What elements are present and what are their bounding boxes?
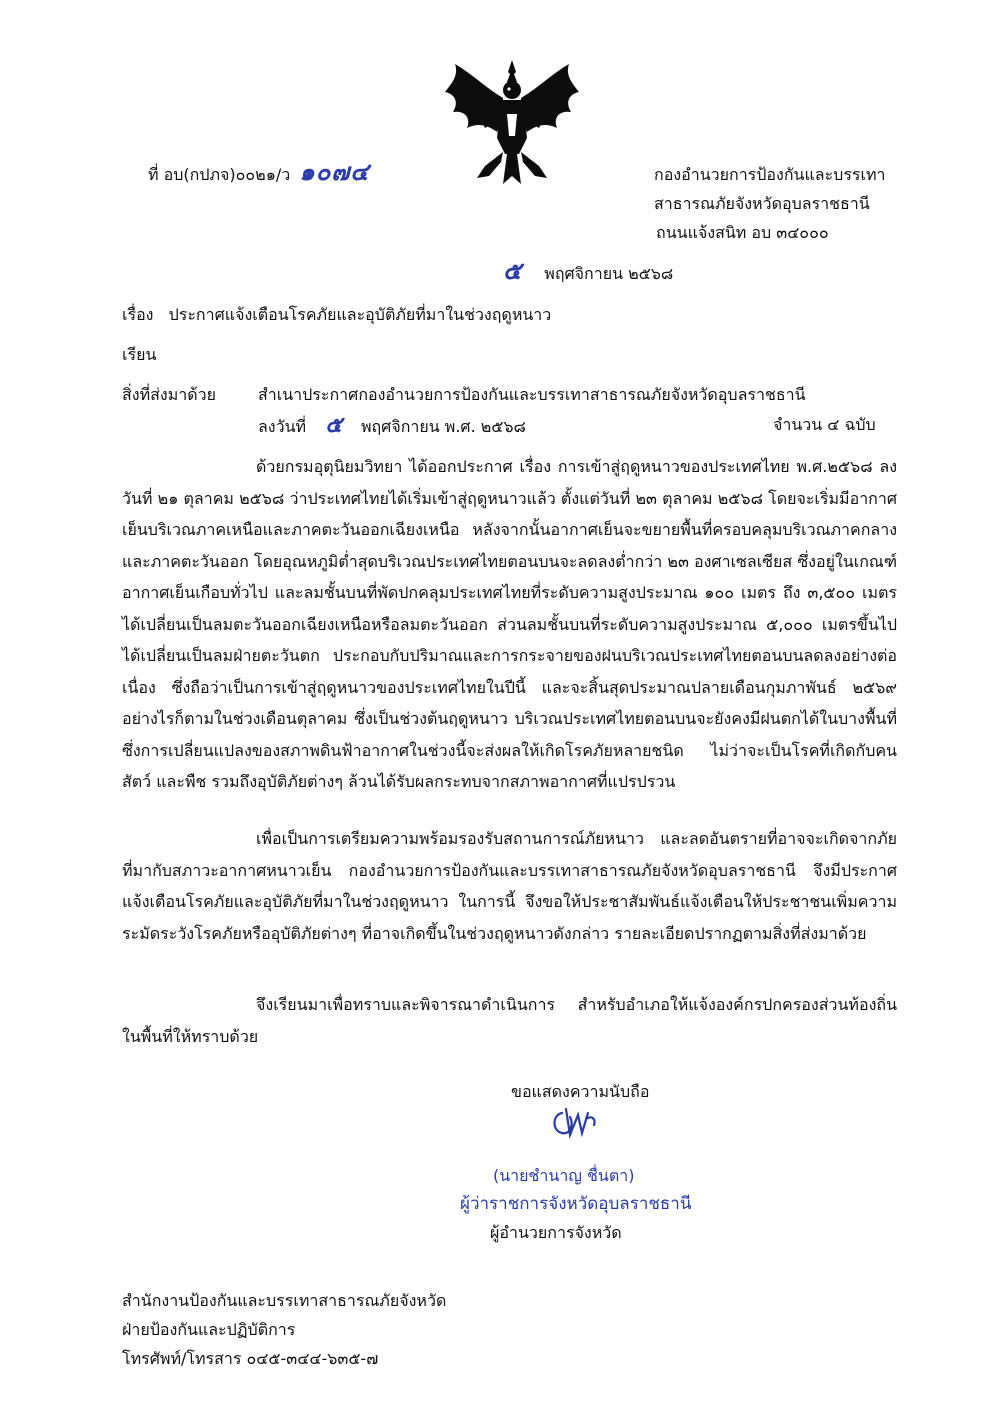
sender-address xyxy=(654,160,886,247)
closing-salutation: ขอแสดงความนับถือ xyxy=(511,1082,650,1101)
footer-line: ฝ่ายป้องกันและปฏิบัติการ xyxy=(122,1320,296,1339)
reference-prefix: ที่ อบ(กปภจ)๐๐๒๑/ว xyxy=(148,165,291,184)
subject-line xyxy=(122,304,551,326)
body-paragraph-3-text: จึงเรียนมาเพื่อทราบและพิจารณาดำเนินการ สำหรับอำเภอให้แจ้งองค์กรปกครองส่วนท้องถิ่นในพื้นที่ให้ทราบด้วย xyxy=(122,995,897,1046)
enclosure-date xyxy=(258,414,526,438)
subject-text: ประกาศแจ้งเตือนโรคภัยและอุบัติภัยที่มาในช่วงฤดูหนาว xyxy=(168,305,552,324)
letter-date xyxy=(503,256,674,285)
garuda-emblem xyxy=(441,58,583,190)
reference-number xyxy=(148,157,370,186)
enclosure-date-prefix: ลงวันที่ xyxy=(258,417,307,436)
date-day-handwritten: ๕ xyxy=(503,256,522,285)
body-paragraph-2-text: เพื่อเป็นการเตรียมความพร้อมรองรับสถานการณ์ภัยหนาว และลดอันตรายที่อาจจะเกิดจากภัยที่มากับสภาวะอากาศหนาวเย็น กองอำนวยการป้องกันและบรรเทาสาธารณภัยจังหวัดอุบลราชธานี จึงมีประกาศแจ้งเตือนโรคภัยและอุบัติภัยที่มาในช่วงฤดูหนาว ในการนี้ จึงขอให้ประชาสัมพันธ์แจ้งเตือนให้ประชาชนเพิ่มความระมัดระวังโรคภัยหรืออุบัติภัยต่างๆ ที่อาจเกิดขึ้นในช่วงฤดูหนาวดังกล่าว รายละเอียดปรากฏตามสิ่งที่ส่งมาด้วย xyxy=(122,829,897,943)
address-line: สาธารณภัยจังหวัดอุบลราชธานี xyxy=(654,194,870,213)
body-paragraph-1-text: ด้วยกรมอุตุนิยมวิทยา ได้ออกประกาศ เรื่อง การเข้าสู่ฤดูหนาวของประเทศไทย พ.ศ.๒๕๖๘ ลงวันที่ ๒๑ ตุลาคม ๒๕๖๘ ว่าประเทศไทยได้เริ่มเข้าสู่ฤดูหนาวแล้ว ตั้งแต่วันที่ ๒๓ ตุลาคม ๒๕๖๘ โดยจะเริ่มมีอากาศเย็นบริเวณภาคเหนือและภาคตะวันออกเฉียงเหนือ หลังจากนั้นอากาศเย็นจะขยายพื้นที่ครอบคลุมบริเวณภาคกลางและภาคตะวันออก โดยอุณหภูมิต่ำสุดบริเวณประเทศไทยตอนบนจะลดลงต่ำกว่า ๒๓ องศาเซลเซียส ซึ่งอยู่ในเกณฑ์อากาศเย็นเกือบทั่วไป และลมชั้นบนที่พัดปกคลุมประเทศไทยที่ระดับความสูงประมาณ ๑๐๐ เมตร ถึง ๓,๕๐๐ เมตร ได้เปลี่ยนเป็นลมตะวันออกเฉียงเหนือหรือลมตะวันออก ส่วนลมชั้นบนที่ระดับความสูงประมาณ ๕,๐๐๐ เมตรขึ้นไป ได้เปลี่ยนเป็นลมฝ่ายตะวันตก ประกอบกับปริมาณและการกระจายของฝนบริเวณประเทศไทยตอนบนลดลงอย่างต่อเนื่อง ซึ่งถือว่าเป็นการเข้าสู่ฤดูหนาวของประเทศไทยในปีนี้ และจะสิ้นสุดประมาณปลายเดือนกุมภาพันธ์ ๒๕๖๙ อย่างไรก็ตามในช่วงเดือนตุลาคม ซึ่งเป็นช่วงต้นฤดูหนาว บริเวณประเทศไทยตอนบนจะยังคงมีฝนตกได้ในบางพื้นที่ ซึ่งการเปลี่ยนแปลงของสภาพดินฟ้าอากาศในช่วงนี้จะส่งผลให้เกิดโรคภัยหลายชนิด ไม่ว่าจะเป็นโรคที่เกิดกับคน สัตว์ และพืช รวมถึงอุบัติภัยต่างๆ ล้วนได้รับผลกระทบจากสภาพอากาศที่แปรปรวน xyxy=(122,457,897,791)
subject-label: เรื่อง xyxy=(122,305,154,324)
body-paragraph-1 xyxy=(122,451,897,798)
enclosure-day-handwritten: ๕ xyxy=(325,412,342,438)
signer-role: ผู้อำนวยการจังหวัด xyxy=(490,1223,622,1242)
body-paragraph-3 xyxy=(122,989,897,1052)
date-month-year: พฤศจิกายน ๒๕๖๘ xyxy=(544,264,674,283)
reference-handwritten-number: ๑๐๗๔ xyxy=(299,157,370,186)
signer-name: (นายชำนาญ ชื่นตา) xyxy=(493,1166,635,1185)
signer-title: ผู้ว่าราชการจังหวัดอุบลราชธานี xyxy=(460,1194,692,1214)
footer-line: สำนักงานป้องกันและบรรเทาสาธารณภัยจังหวัด xyxy=(122,1291,447,1310)
enclosure-date-rest: พฤศจิกายน พ.ศ. ๒๕๖๘ xyxy=(360,417,526,436)
footer-contact xyxy=(122,1286,446,1373)
footer-line: โทรศัพท์/โทรสาร ๐๔๕-๓๔๔-๖๓๕-๗ xyxy=(122,1349,379,1368)
recipient-label: เรียน xyxy=(122,345,157,364)
address-line: ถนนแจ้งสนิท อบ ๓๔๐๐๐ xyxy=(656,223,829,242)
enclosure-quantity: จำนวน ๔ ฉบับ xyxy=(773,415,876,434)
enclosure-label: สิ่งที่ส่งมาด้วย xyxy=(122,385,216,404)
handwritten-signature xyxy=(548,1105,600,1141)
address-line: กองอำนวยการป้องกันและบรรเทา xyxy=(654,165,886,184)
body-paragraph-2 xyxy=(122,823,897,949)
enclosure-line: สำเนาประกาศกองอำนวยการป้องกันและบรรเทาสาธารณภัยจังหวัดอุบลราชธานี xyxy=(258,385,806,404)
